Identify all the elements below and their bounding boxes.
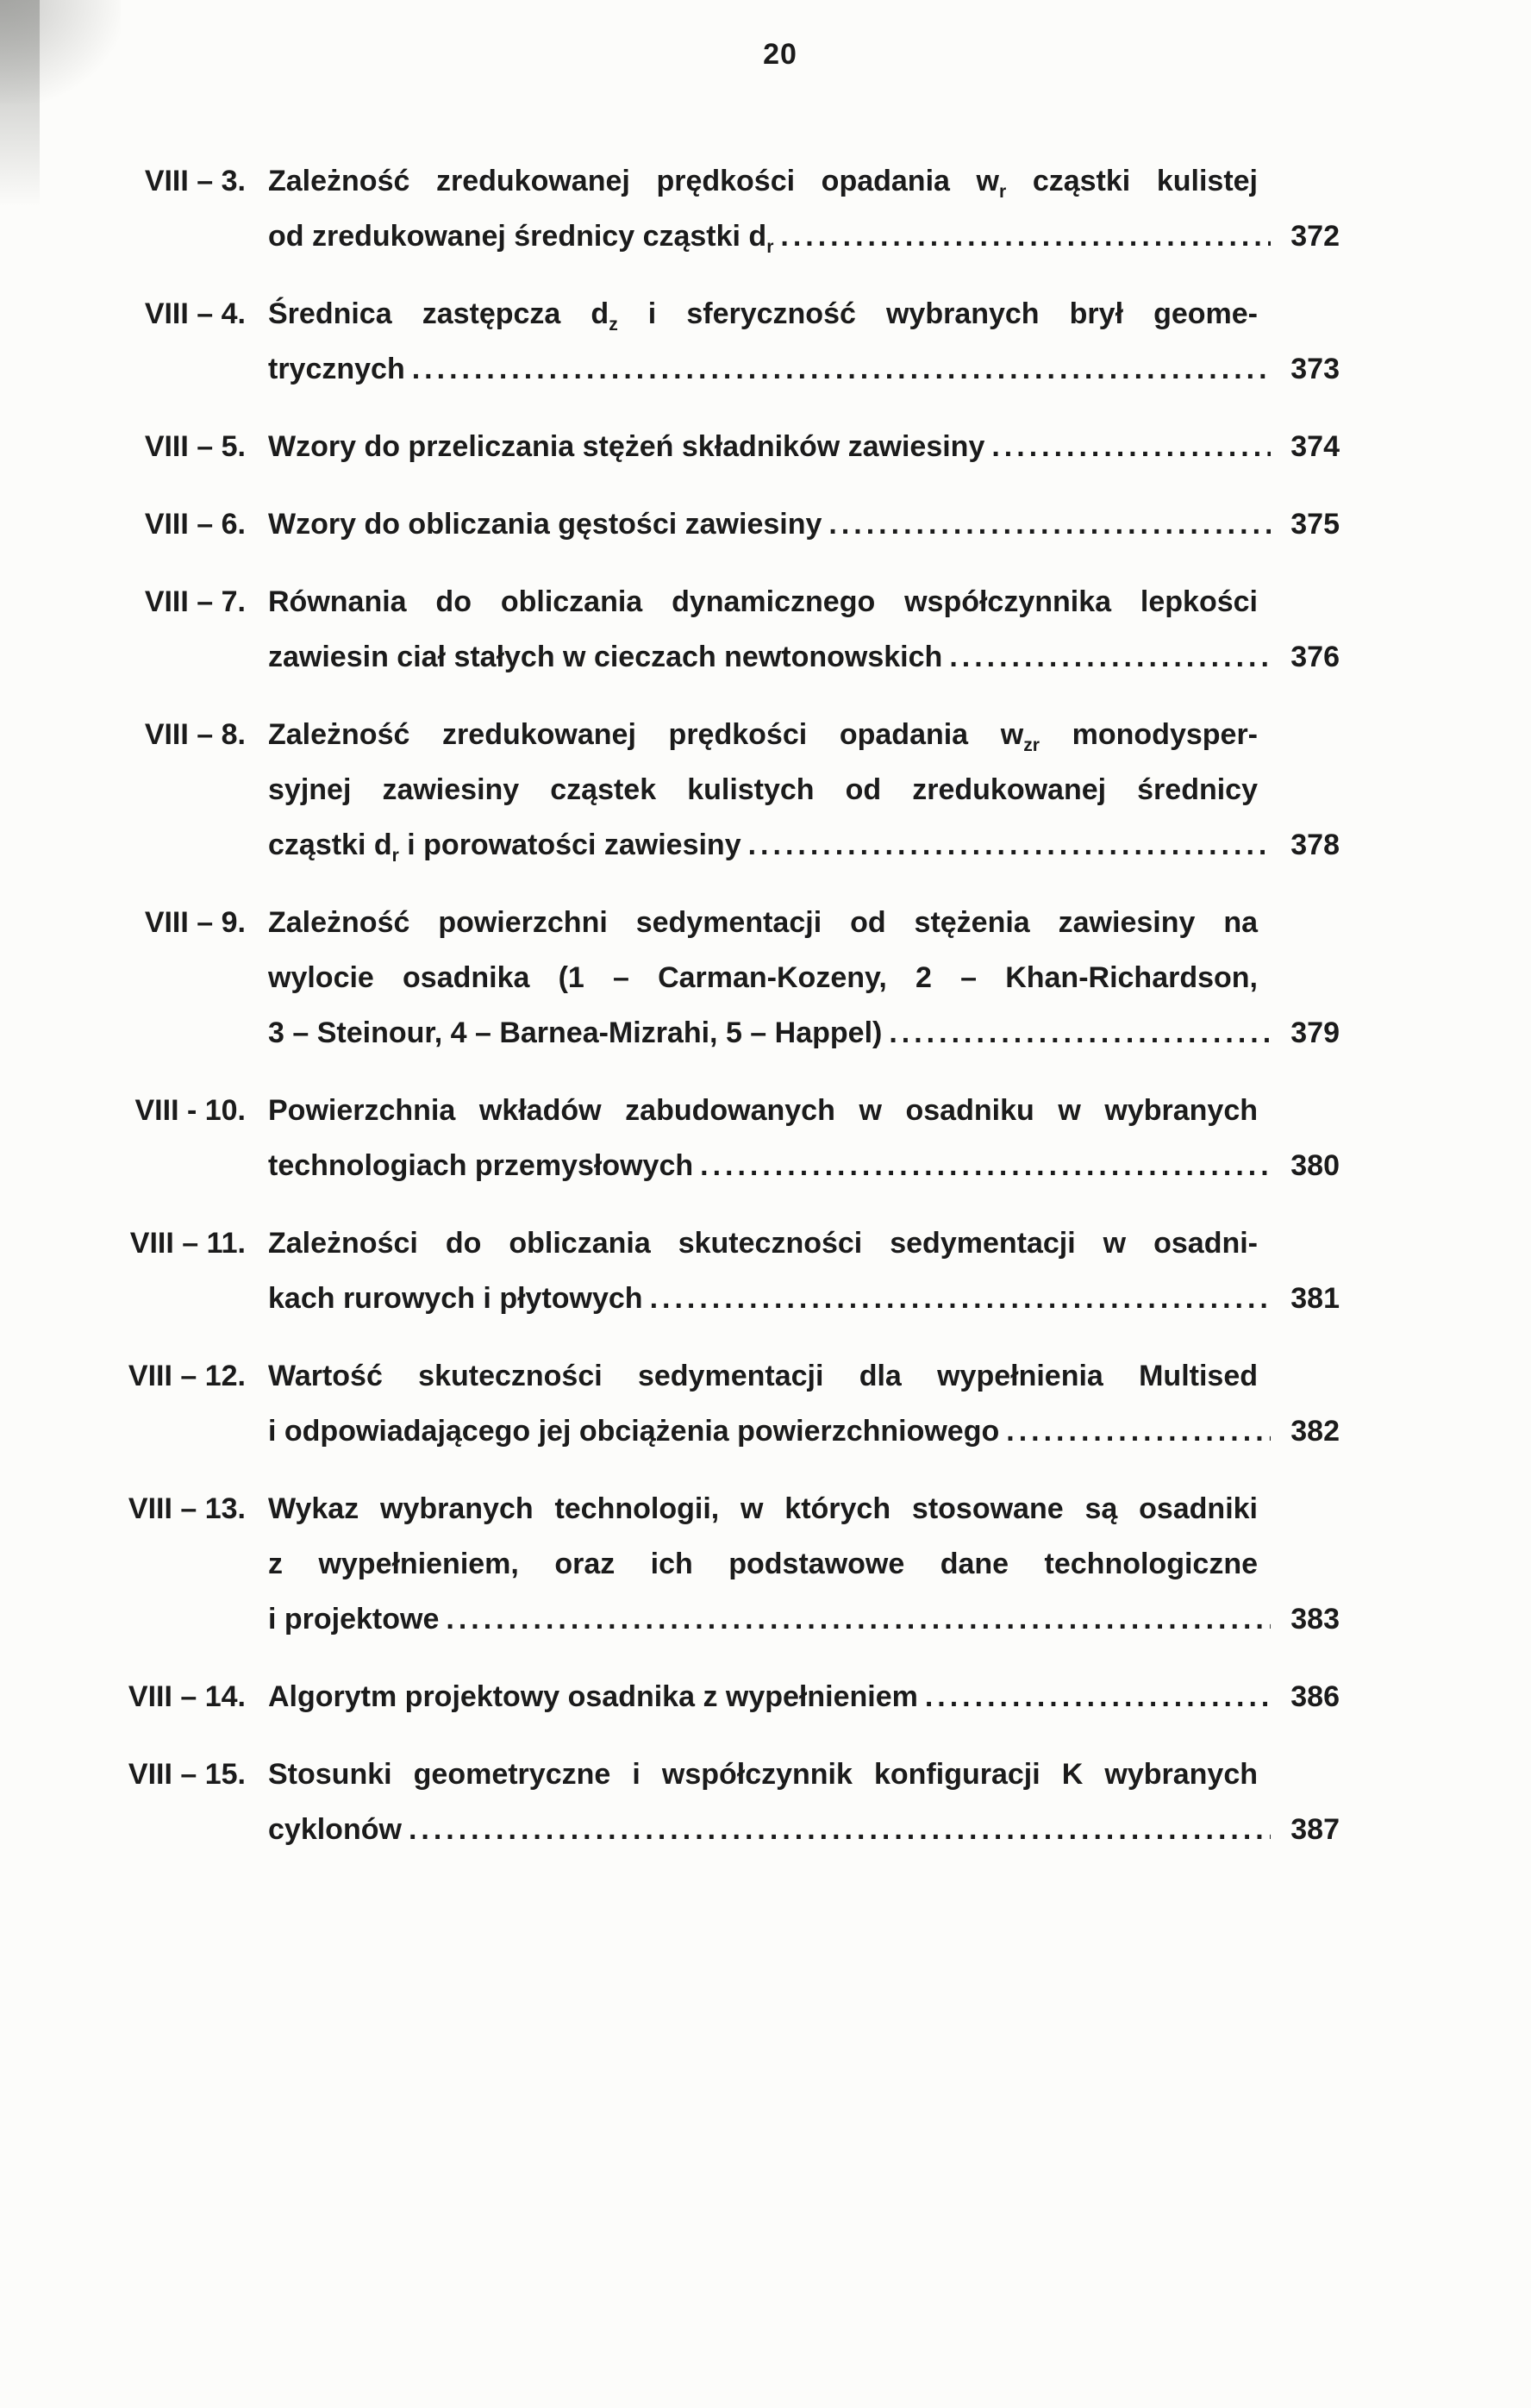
toc-entry-text: [268, 817, 741, 873]
text-segment: Wzory do przeliczania stężeń składników zawiesiny: [268, 430, 985, 463]
toc-entry-body: [268, 1348, 1340, 1459]
text-segment: i sferyczność wybranych brył geome-: [617, 297, 1259, 330]
dot-leader: [748, 817, 1271, 873]
text-segment: od zredukowanej średnicy cząstki d: [268, 220, 767, 253]
toc-entry-label: VIII – 14.: [128, 1680, 246, 1713]
toc-entry-body: [268, 419, 1340, 474]
toc-entry-text: [268, 1802, 402, 1857]
text-segment: Zależność powierzchni sedymentacji od stężenia zawiesiny na: [268, 906, 1258, 939]
text-segment: 3 – Steinour, 4 – Barnea-Mizrahi, 5 – Happel): [268, 1016, 883, 1049]
dot-leader: [949, 629, 1271, 685]
text-segment: Średnica zastępcza d: [268, 297, 609, 330]
toc-entry-line: [268, 1404, 1340, 1459]
toc-entry-body: [268, 895, 1340, 1060]
toc-entry-line: [268, 817, 1340, 873]
subscript-symbol: r: [999, 181, 1007, 202]
text-segment: i odpowiadającego jej obciążenia powierzchniowego: [268, 1415, 1000, 1448]
text-segment: kach rurowych i płytowych: [268, 1282, 643, 1315]
toc-page-number: 386: [1290, 1680, 1340, 1713]
toc-entry-line: [268, 1536, 1340, 1592]
text-segment: cząstki d: [268, 829, 392, 861]
toc-entry-body: [268, 574, 1340, 685]
dot-leader: [700, 1138, 1271, 1193]
dot-leader: [1006, 1404, 1271, 1459]
toc-entry-body: [268, 707, 1340, 873]
toc-entry: [95, 574, 1340, 685]
toc-entry-line: [268, 1592, 1340, 1647]
page-number: 20: [763, 38, 797, 71]
toc-list: [95, 153, 1340, 1879]
toc-entry: [95, 286, 1340, 397]
text-segment: Algorytm projektowy osadnika z wypełnieniem: [268, 1680, 918, 1713]
text-segment: Zależności do obliczania skuteczności sedymentacji w osadni-: [268, 1227, 1258, 1260]
toc-entry-body: [268, 1216, 1340, 1326]
toc-page-number: 387: [1290, 1813, 1340, 1846]
text-segment: Powierzchnia wkładów zabudowanych w osadniku w wybranych: [268, 1094, 1258, 1127]
dot-leader: [412, 341, 1271, 397]
dot-leader: [409, 1802, 1271, 1857]
toc-entry-line: [268, 1348, 1340, 1404]
toc-entry-text: [268, 1138, 693, 1193]
text-segment: zawiesin ciał stałych w cieczach newtonowskich: [268, 641, 943, 673]
toc-page-number: 383: [1290, 1603, 1340, 1636]
toc-page-number: 382: [1290, 1415, 1340, 1448]
toc-entry-line: [268, 1481, 1340, 1536]
toc-entry-line: [268, 497, 1340, 552]
text-segment: Stosunki geometryczne i współczynnik konfiguracji K wybranych: [268, 1758, 1258, 1791]
toc-page-number: 372: [1290, 220, 1340, 253]
toc-entry-text: [268, 1669, 918, 1724]
toc-entry-line: [268, 1802, 1340, 1857]
dot-leader: [650, 1271, 1271, 1326]
toc-entry-line: [268, 1005, 1340, 1060]
toc-entry: [95, 1083, 1340, 1193]
toc-entry: [95, 1669, 1340, 1724]
toc-entry-line: [268, 707, 1340, 762]
toc-entry-text: [268, 497, 822, 552]
toc-entry-body: [268, 1669, 1340, 1724]
dot-leader: [446, 1592, 1271, 1647]
dot-leader: [889, 1005, 1271, 1060]
text-segment: Zależność zredukowanej prędkości opadania w: [268, 165, 999, 197]
toc-entry-label: VIII - 10.: [134, 1094, 246, 1127]
toc-entry-label: VIII – 11.: [129, 1227, 246, 1260]
toc-entry-label: VIII – 6.: [144, 508, 246, 541]
toc-entry-line: [268, 950, 1340, 1005]
text-segment: z wypełnieniem, oraz ich podstawowe dane technologiczne: [268, 1548, 1258, 1580]
text-segment: Równania do obliczania dynamicznego współczynnika lepkości: [268, 585, 1258, 618]
toc-entry-line: [268, 1083, 1340, 1138]
subscript-symbol: zr: [1023, 735, 1040, 755]
toc-page-number: 376: [1290, 641, 1340, 673]
text-segment: cząstki kulistej: [1006, 165, 1258, 197]
toc-entry-line: [268, 1747, 1340, 1802]
text-segment: technologiach przemysłowych: [268, 1149, 694, 1182]
toc-entry: [95, 419, 1340, 474]
toc-entry: [95, 1216, 1340, 1326]
toc-page-number: 373: [1290, 353, 1340, 385]
toc-entry-text: [268, 1271, 643, 1326]
toc-entry-label: VIII – 13.: [128, 1492, 246, 1525]
toc-page-number: 378: [1290, 829, 1340, 861]
toc-entry-text: [268, 1404, 999, 1459]
toc-entry-text: [268, 341, 405, 397]
toc-entry-text: [268, 1005, 882, 1060]
toc-entry: [95, 1481, 1340, 1647]
toc-entry-line: [268, 419, 1340, 474]
toc-entry-line: [268, 153, 1340, 209]
toc-entry-line: [268, 574, 1340, 629]
text-segment: monodysper-: [1039, 718, 1258, 751]
toc-entry-line: [268, 286, 1340, 341]
toc-entry-text: [268, 419, 984, 474]
text-segment: trycznych: [268, 353, 405, 385]
toc-entry-label: VIII – 5.: [144, 430, 246, 463]
toc-page-number: 380: [1290, 1149, 1340, 1182]
toc-entry-label: VIII – 12.: [128, 1360, 246, 1392]
toc-entry-body: [268, 1481, 1340, 1647]
toc-entry-line: [268, 1271, 1340, 1326]
dot-leader: [828, 497, 1271, 552]
toc-entry-label: VIII – 7.: [144, 585, 246, 618]
toc-entry-label: VIII – 3.: [144, 165, 246, 197]
toc-entry-line: [268, 895, 1340, 950]
toc-entry-line: [268, 629, 1340, 685]
toc-entry-label: VIII – 8.: [144, 718, 246, 751]
toc-entry-body: [268, 1083, 1340, 1193]
subscript-symbol: r: [391, 845, 399, 866]
toc-entry-body: [268, 497, 1340, 552]
toc-page-number: 381: [1290, 1282, 1340, 1315]
toc-entry: [95, 497, 1340, 552]
toc-entry-text: [268, 1592, 439, 1647]
toc-entry: [95, 895, 1340, 1060]
toc-entry-body: [268, 153, 1340, 264]
subscript-symbol: z: [609, 314, 618, 335]
text-segment: i porowatości zawiesiny: [398, 829, 741, 861]
toc-entry: [95, 1348, 1340, 1459]
dot-leader: [780, 209, 1271, 264]
toc-entry-line: [268, 1138, 1340, 1193]
toc-page-number: 374: [1290, 430, 1340, 463]
text-segment: Wzory do obliczania gęstości zawiesiny: [268, 508, 822, 541]
toc-entry-body: [268, 1747, 1340, 1857]
toc-entry-body: [268, 286, 1340, 397]
toc-entry-line: [268, 1216, 1340, 1271]
text-segment: Wartość skuteczności sedymentacji dla wypełnienia Multised: [268, 1360, 1258, 1392]
toc-entry-label: VIII – 4.: [144, 297, 246, 330]
text-segment: Zależność zredukowanej prędkości opadania w: [268, 718, 1024, 751]
text-segment: wylocie osadnika (1 – Carman-Kozeny, 2 – Khan-Richardson,: [268, 961, 1258, 994]
text-segment: Wykaz wybranych technologii, w których stosowane są osadniki: [268, 1492, 1258, 1525]
text-segment: syjnej zawiesiny cząstek kulistych od zredukowanej średnicy: [268, 773, 1258, 806]
toc-entry: [95, 153, 1340, 264]
toc-entry-label: VIII – 9.: [144, 906, 246, 939]
text-segment: cyklonów: [268, 1813, 402, 1846]
toc-entry-label: VIII – 15.: [128, 1758, 246, 1791]
text-segment: i projektowe: [268, 1603, 440, 1636]
subscript-symbol: r: [766, 236, 774, 257]
toc-entry-text: [268, 629, 942, 685]
toc-entry: [95, 707, 1340, 873]
toc-entry-line: [268, 762, 1340, 817]
dot-leader: [925, 1669, 1271, 1724]
toc-entry-line: [268, 209, 1340, 264]
toc-entry-text: [268, 209, 773, 264]
toc-entry-line: [268, 341, 1340, 397]
toc-entry-line: [268, 1669, 1340, 1724]
toc-page-number: 379: [1290, 1016, 1340, 1049]
toc-page-number: 375: [1290, 508, 1340, 541]
dot-leader: [991, 419, 1271, 474]
toc-entry: [95, 1747, 1340, 1857]
